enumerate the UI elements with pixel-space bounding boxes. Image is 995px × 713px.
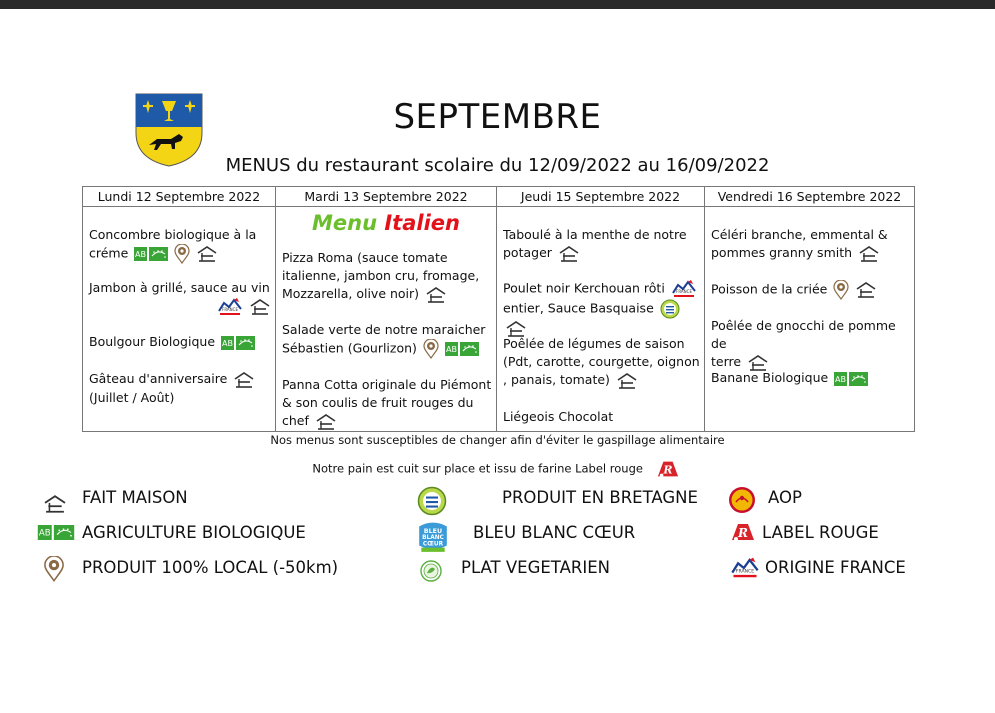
vegetarian-icon (420, 560, 442, 582)
bread-notice (0, 458, 995, 480)
dish-line: Céléri branche, emmental & (711, 227, 888, 242)
dish-line: terre (711, 354, 742, 369)
label-rouge-icon (727, 520, 759, 544)
theme-menu-title (276, 211, 496, 235)
organic-label-icon (445, 342, 479, 356)
produit-bretagne-icon (417, 486, 447, 516)
origin-france-icon (671, 279, 697, 299)
legend-bleu-blanc-coeur: BLEU BLANC CŒUR (473, 523, 636, 542)
table-row (83, 207, 915, 432)
dish-item (89, 279, 271, 317)
homemade-icon (249, 298, 271, 316)
legend-produit-local: PRODUIT 100% LOCAL (-50km) (82, 558, 339, 577)
homemade-icon (858, 245, 880, 263)
dish-item (89, 333, 271, 351)
day-header-monday: Lundi 12 Septembre 2022 (83, 187, 276, 207)
day-header-friday: Vendredi 16 Septembre 2022 (705, 187, 915, 207)
dish-line: Mozzarella, olive noir) (282, 286, 420, 301)
theme-word-menu: Menu (312, 211, 378, 235)
dish-line: Jambon à grillé, sauce au vin (89, 280, 270, 295)
waste-notice: Nos menus sont susceptibles de changer afin d'éviter le gaspillage alimentaire (270, 433, 725, 447)
dish-line: Poisson de la criée (711, 281, 828, 297)
dish-line: entier, Sauce Basquaise (503, 300, 654, 316)
dish-line: (Juillet / Août) (89, 389, 175, 405)
legend-fait-maison: FAIT MAISON (82, 488, 188, 507)
dish-line: & son coulis de fruit rouges du (282, 395, 474, 410)
legend-produit-bretagne: PRODUIT EN BRETAGNE (502, 488, 698, 507)
page-subtitle: MENUS du restaurant scolaire du 12/09/2022 au 16/09/2022 (225, 155, 770, 176)
homemade-icon (42, 494, 68, 514)
dish-line: italienne, jambon cru, fromage, (282, 268, 480, 283)
day-cell-tuesday (276, 207, 497, 432)
dish-item (503, 226, 700, 263)
dish-line: potager (503, 245, 552, 260)
dish-item (711, 226, 910, 263)
dish-line: Taboulé à la menthe de notre (503, 227, 687, 242)
organic-label-icon (37, 525, 75, 540)
dish-item (503, 335, 700, 390)
bleu-blanc-coeur-icon (416, 520, 450, 554)
dish-line: Poêlée de gnocchi de pomme de (711, 318, 896, 351)
page-title: SEPTEMBRE (393, 97, 602, 137)
homemade-icon (233, 371, 255, 389)
dish-line: Boulgour Biologique (89, 334, 216, 349)
dish-item (282, 376, 492, 431)
organic-label-icon (134, 247, 168, 261)
weekly-menu-table (82, 186, 915, 432)
dish-line: Banane Biologique (711, 370, 829, 385)
dish-line: Panna Cotta originale du Piémont (282, 377, 492, 392)
legend-plat-vegetarien: PLAT VEGETARIEN (461, 558, 610, 577)
day-cell-thursday (497, 207, 705, 432)
day-cell-monday (83, 207, 276, 432)
dish-item (89, 370, 271, 407)
dish-line: créme (89, 245, 129, 261)
origin-france-icon (730, 556, 760, 580)
homemade-icon (616, 372, 638, 390)
theme-word-italien: Italien (384, 211, 460, 235)
dish-line: (Pdt, carotte, courgette, oignon (503, 354, 700, 369)
produit-bretagne-icon (660, 299, 680, 319)
origin-france-icon (217, 297, 243, 317)
window-top-bar (0, 0, 995, 9)
day-cell-friday (705, 207, 915, 432)
homemade-icon (315, 413, 337, 431)
dish-line: , panais, tomate) (503, 372, 610, 387)
homemade-icon (425, 286, 447, 304)
organic-label-icon (221, 336, 255, 350)
homemade-icon (855, 281, 877, 299)
legend-label-rouge: LABEL ROUGE (762, 523, 879, 542)
organic-label-icon (834, 372, 868, 386)
dish-item (503, 408, 700, 426)
dish-line: pommes granny smith (711, 245, 853, 260)
day-header-thursday: Jeudi 15 Septembre 2022 (497, 187, 705, 207)
dish-item (503, 279, 700, 338)
dish-item (711, 317, 910, 372)
dish-item (89, 226, 271, 264)
local-product-icon (833, 280, 849, 300)
dish-item (282, 321, 492, 359)
homemade-icon (558, 245, 580, 263)
label-rouge-icon (653, 458, 683, 480)
bread-notice-text: Notre pain est cuit sur place et issu de farine Label rouge (312, 461, 643, 476)
dish-item (711, 369, 910, 387)
dish-line: Poêlée de légumes de saison (503, 336, 685, 351)
local-product-icon (423, 339, 439, 359)
day-header-tuesday: Mardi 13 Septembre 2022 (276, 187, 497, 207)
aop-icon (728, 486, 756, 514)
homemade-icon (196, 245, 218, 263)
dish-line: Gâteau d'anniversaire (89, 371, 228, 386)
dish-item (711, 280, 910, 300)
table-header-row (83, 187, 915, 207)
legend-origine-france: ORIGINE FRANCE (765, 558, 906, 577)
dish-line: Sébastien (Gourlizon) (282, 340, 417, 356)
local-product-icon (174, 244, 190, 264)
dish-line: Concombre biologique à la (89, 227, 257, 242)
dish-line: chef (282, 413, 309, 428)
dish-line: Salade verte de notre maraicher (282, 322, 486, 337)
legend-aop: AOP (768, 488, 802, 507)
dish-item (282, 249, 492, 304)
dish-line: Liégeois Chocolat (503, 409, 614, 424)
local-product-icon (43, 556, 65, 582)
dish-line: Poulet noir Kerchouan rôti (503, 280, 665, 296)
legend-agriculture-biologique: AGRICULTURE BIOLOGIQUE (82, 523, 306, 542)
dish-line: Pizza Roma (sauce tomate (282, 250, 448, 265)
